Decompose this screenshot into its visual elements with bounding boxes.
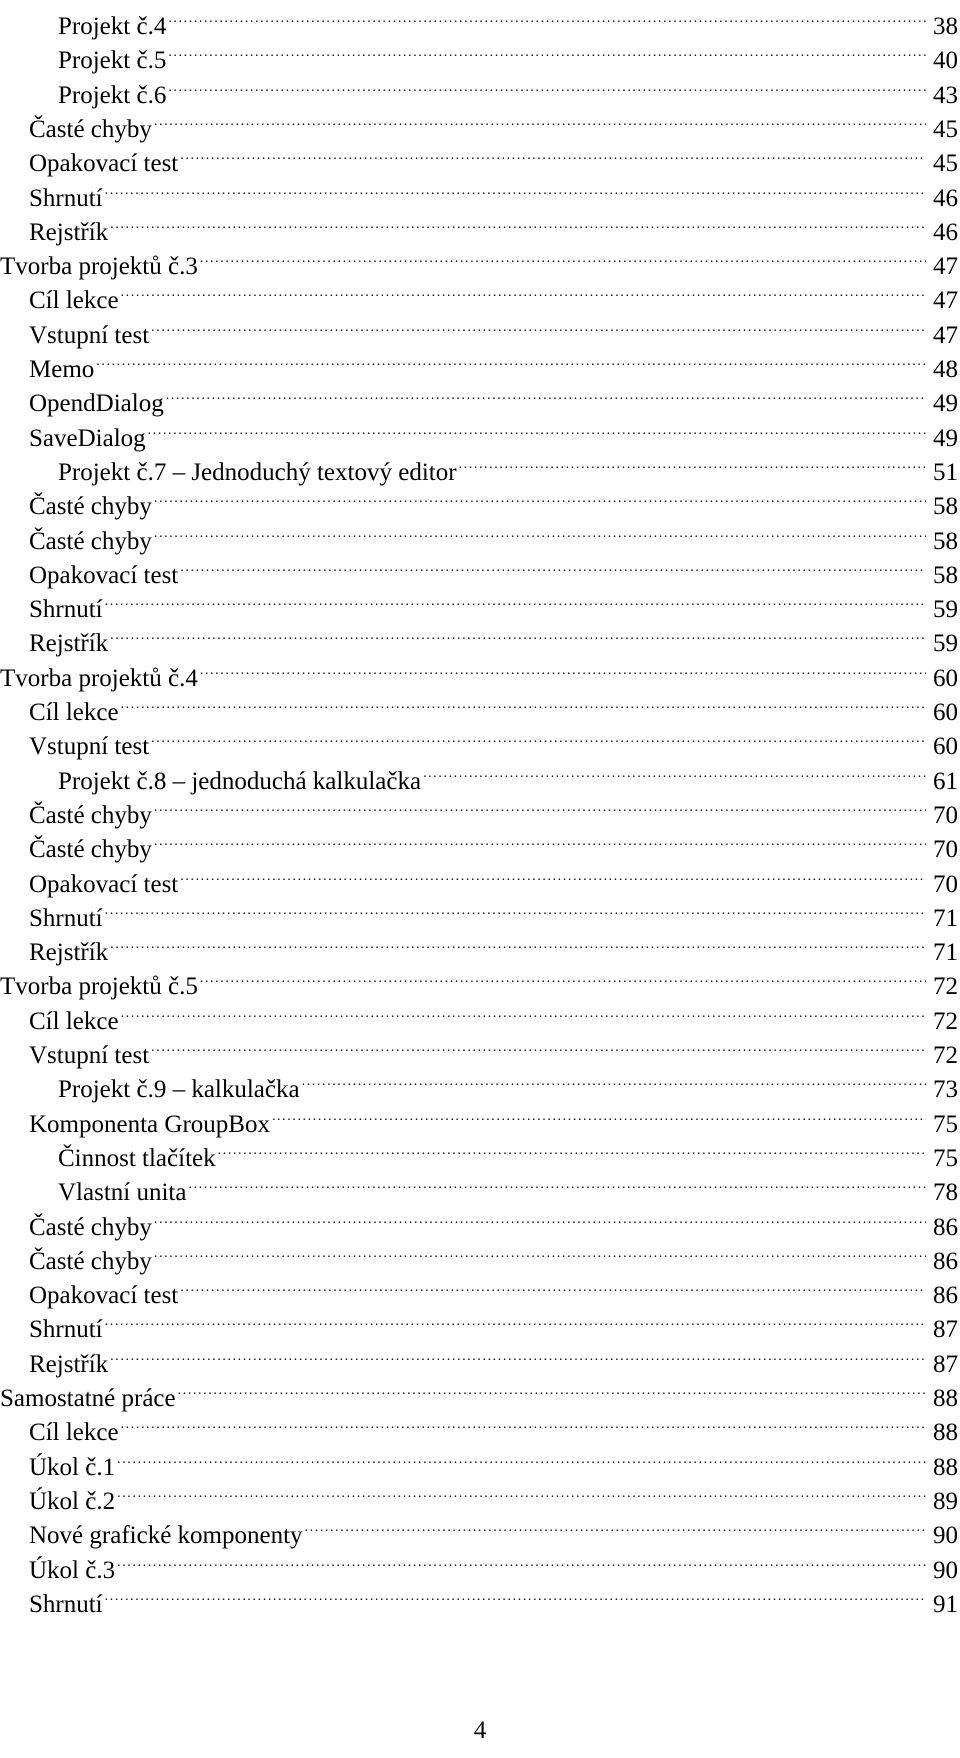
toc-dot-leader: [200, 652, 926, 686]
toc-entry[interactable]: [0, 1338, 958, 1378]
toc-entry-title: Rejstřík: [29, 218, 109, 246]
toc-entry-page: 73: [933, 1076, 958, 1104]
toc-entry-title: Shrnutí: [29, 184, 103, 212]
toc-entry-title: Časté chyby: [29, 115, 152, 143]
toc-entry[interactable]: [0, 858, 958, 898]
toc-dot-leader: [168, 34, 926, 68]
toc-entry-page: 59: [933, 596, 958, 624]
toc-dot-leader: [180, 549, 926, 583]
toc-entry-page: 58: [933, 561, 958, 589]
toc-entry-title: Vstupní test: [29, 321, 150, 349]
toc-dot-leader: [121, 686, 926, 720]
toc-entry[interactable]: [0, 1475, 958, 1515]
toc-entry[interactable]: [0, 720, 958, 761]
toc-entry[interactable]: [0, 926, 958, 967]
toc-entry-page: 71: [933, 939, 958, 967]
toc-dot-leader: [110, 617, 926, 651]
toc-entry-page: 90: [933, 1556, 958, 1584]
toc-entry-page: 72: [933, 973, 958, 1001]
toc-entry-title: Shrnutí: [29, 596, 103, 624]
page-number: 4: [473, 1717, 487, 1744]
toc-entry-title: Vstupní test: [29, 1042, 150, 1069]
toc-entry[interactable]: [0, 617, 958, 658]
toc-entry-title: Úkol č.3: [29, 1556, 116, 1584]
toc-entry-page: 78: [933, 1179, 958, 1207]
toc-entry[interactable]: [0, 1509, 958, 1550]
toc-entry-title: Opakovací test: [29, 870, 179, 898]
toc-dot-leader: [154, 1201, 926, 1235]
toc-entry[interactable]: [0, 755, 958, 795]
toc-entry-title: Shrnutí: [29, 1590, 103, 1618]
toc-entry-page: 88: [933, 1385, 958, 1412]
toc-entry[interactable]: [0, 274, 958, 315]
toc-entry-title: Tvorba projektů č.4: [0, 664, 198, 692]
toc-entry[interactable]: [0, 686, 958, 726]
toc-dot-leader: [117, 1441, 926, 1475]
toc-entry-title: Shrnutí: [29, 904, 103, 932]
toc-dot-leader: [180, 1269, 926, 1303]
toc-dot-leader: [200, 240, 926, 274]
toc-dot-leader: [423, 755, 926, 789]
toc-entry-title: Cíl lekce: [29, 1419, 119, 1447]
toc-entry-page: 40: [933, 47, 958, 75]
toc-entry[interactable]: [0, 480, 958, 521]
toc-entry[interactable]: [0, 789, 958, 829]
toc-entry-title: Vlastní unita: [58, 1179, 187, 1207]
toc-entry-title: Projekt č.6: [58, 81, 167, 109]
toc-entry[interactable]: [0, 1406, 958, 1447]
toc-entry[interactable]: [0, 549, 958, 589]
toc-dot-leader: [110, 206, 926, 240]
toc-dot-leader: [166, 377, 926, 411]
toc-entry-page: 38: [933, 13, 958, 40]
toc-dot-leader: [168, 0, 926, 34]
toc-entry-title: Časté chyby: [29, 527, 152, 555]
toc-entry-title: Rejstřík: [29, 939, 109, 967]
toc-entry-page: 87: [933, 1350, 958, 1378]
toc-entry-page: 72: [933, 1007, 958, 1035]
toc-entry-title: Tvorba projektů č.3: [0, 253, 198, 281]
toc-entry-title: Časté chyby: [29, 836, 152, 864]
toc-entry-title: Memo: [29, 356, 95, 383]
toc-entry-title: Cíl lekce: [29, 699, 119, 726]
toc-entry-page: 86: [933, 1282, 958, 1310]
toc-entry-page: 47: [933, 287, 958, 315]
toc-dot-leader: [105, 1303, 926, 1337]
toc-entry-title: Rejstřík: [29, 630, 109, 658]
toc-entry-page: 86: [933, 1247, 958, 1275]
toc-entry[interactable]: [0, 892, 958, 932]
toc-dot-leader: [121, 995, 926, 1029]
toc-entry[interactable]: [0, 103, 958, 143]
toc-entry-title: Časté chyby: [29, 801, 152, 829]
toc-dot-leader: [110, 1338, 926, 1372]
toc-entry[interactable]: [0, 1372, 958, 1412]
toc-entry-page: 45: [933, 115, 958, 143]
toc-entry-page: 71: [933, 904, 958, 932]
toc-dot-leader: [154, 823, 926, 857]
toc-entry-title: Samostatné práce: [0, 1385, 176, 1412]
toc-entry[interactable]: [0, 1269, 958, 1310]
toc-entry[interactable]: [0, 1166, 958, 1207]
toc-entry-page: 59: [933, 630, 958, 658]
toc-dot-leader: [154, 1235, 926, 1269]
toc-dot-leader: [96, 343, 926, 377]
toc-dot-leader: [117, 1544, 926, 1578]
toc-entry[interactable]: [0, 515, 958, 555]
toc-dot-leader: [151, 720, 926, 754]
toc-entry[interactable]: [0, 1303, 958, 1344]
toc-entry[interactable]: [0, 995, 958, 1035]
toc-entry-page: 70: [933, 870, 958, 898]
toc-entry-page: 51: [933, 458, 958, 486]
toc-entry[interactable]: [0, 446, 958, 486]
toc-entry-title: Rejstřík: [29, 1350, 109, 1378]
toc-dot-leader: [105, 583, 926, 617]
toc-entry-title: Shrnutí: [29, 1316, 103, 1344]
toc-dot-leader: [154, 515, 926, 549]
toc-entry-page: 86: [933, 1213, 958, 1241]
toc-entry-page: 60: [933, 699, 958, 726]
toc-entry-title: Časté chyby: [29, 1247, 152, 1275]
toc-dot-leader: [110, 926, 926, 960]
toc-entry-page: 70: [933, 801, 958, 829]
toc-dot-leader: [180, 137, 926, 171]
toc-entry-page: 58: [933, 493, 958, 521]
toc-dot-leader: [121, 1406, 926, 1440]
toc-entry-page: 75: [933, 1144, 958, 1172]
toc-entry[interactable]: [0, 309, 958, 349]
toc-entry-title: Tvorba projektů č.5: [0, 973, 198, 1001]
toc-entry-title: Úkol č.1: [29, 1453, 116, 1481]
toc-entry-title: OpendDialog: [29, 390, 164, 418]
toc-entry-title: SaveDialog: [29, 424, 146, 452]
toc-dot-leader: [272, 1098, 926, 1132]
toc-entry[interactable]: [0, 652, 958, 692]
toc-dot-leader: [105, 172, 926, 206]
toc-entry-page: 70: [933, 836, 958, 864]
toc-entry-title: Nové grafické komponenty: [29, 1522, 303, 1550]
toc-entry-page: 45: [933, 150, 958, 178]
toc-entry[interactable]: [0, 1578, 958, 1618]
toc-entry-title: Opakovací test: [29, 150, 179, 178]
toc-entry-title: Projekt č.4: [58, 13, 167, 40]
toc-entry-page: 60: [933, 733, 958, 761]
toc-entry-page: 75: [933, 1110, 958, 1138]
toc-entry-page: 49: [933, 424, 958, 452]
toc-entry-page: 58: [933, 527, 958, 555]
toc-dot-leader: [154, 480, 926, 514]
toc-entry[interactable]: [0, 1029, 958, 1069]
toc-entry[interactable]: [0, 1098, 958, 1138]
toc-entry-page: 43: [933, 81, 958, 109]
toc-entry-title: Projekt č.9 – kalkulačka: [58, 1076, 300, 1104]
toc-entry[interactable]: [0, 1132, 958, 1172]
toc-entry-page: 72: [933, 1042, 958, 1069]
toc-entry-title: Vstupní test: [29, 733, 150, 761]
toc-dot-leader: [105, 1578, 926, 1612]
toc-entry-title: Úkol č.2: [29, 1487, 116, 1515]
toc-entry-page: 91: [933, 1590, 958, 1618]
toc-entry[interactable]: [0, 1063, 958, 1104]
toc-entry[interactable]: [0, 137, 958, 178]
toc-entry[interactable]: [0, 583, 958, 624]
toc-entry-page: 61: [933, 767, 958, 795]
toc-dot-leader: [200, 960, 926, 994]
toc-entry-page: 90: [933, 1522, 958, 1550]
toc-entry-page: 46: [933, 218, 958, 246]
toc-entry[interactable]: [0, 1201, 958, 1241]
toc-entry-title: Cíl lekce: [29, 1007, 119, 1035]
toc-dot-leader: [305, 1509, 926, 1543]
toc-entry[interactable]: [0, 412, 958, 452]
toc-dot-leader: [121, 274, 926, 308]
toc-dot-leader: [188, 1166, 926, 1200]
toc-entry[interactable]: [0, 823, 958, 864]
toc-entry[interactable]: [0, 34, 958, 75]
toc-entry[interactable]: [0, 172, 958, 212]
toc-entry-page: 89: [933, 1487, 958, 1515]
toc-entry-title: Činnost tlačítek: [58, 1144, 216, 1172]
toc-dot-leader: [459, 446, 926, 480]
toc-dot-leader: [151, 1029, 926, 1063]
toc-entry-title: Projekt č.8 – jednoduchá kalkulačka: [58, 767, 422, 795]
toc-entry-page: 48: [933, 356, 958, 383]
toc-entry-page: 47: [933, 253, 958, 281]
toc-entry[interactable]: [0, 343, 958, 383]
toc-entry-page: 60: [933, 664, 958, 692]
toc-dot-leader: [302, 1063, 926, 1097]
toc-dot-leader: [117, 1475, 926, 1509]
toc-entry[interactable]: [0, 0, 958, 40]
toc-dot-leader: [178, 1372, 926, 1406]
toc-dot-leader: [154, 103, 926, 137]
toc-entry[interactable]: [0, 960, 958, 1001]
toc-dot-leader: [154, 789, 926, 823]
toc-entry-title: Cíl lekce: [29, 287, 119, 315]
toc-dot-leader: [218, 1132, 926, 1166]
toc-entry-page: 49: [933, 390, 958, 418]
toc-entry-page: 88: [933, 1419, 958, 1447]
toc-entry[interactable]: [0, 1544, 958, 1584]
toc-entry-page: 88: [933, 1453, 958, 1481]
toc-entry[interactable]: [0, 206, 958, 246]
toc-dot-leader: [151, 309, 926, 343]
toc-entry-page: 47: [933, 321, 958, 349]
toc-entry-title: Projekt č.5: [58, 47, 167, 75]
toc-entry[interactable]: [0, 69, 958, 109]
toc-entry[interactable]: [0, 1235, 958, 1275]
toc-entry[interactable]: [0, 240, 958, 281]
toc-entry-title: Opakovací test: [29, 561, 179, 589]
toc-entry-title: Časté chyby: [29, 493, 152, 521]
toc-entry-page: 87: [933, 1316, 958, 1344]
toc-entry-title: Projekt č.7 – Jednoduchý textový editor: [58, 458, 457, 486]
toc-dot-leader: [105, 892, 926, 926]
toc-entry-page: 46: [933, 184, 958, 212]
toc-entry[interactable]: [0, 377, 958, 418]
toc-entry[interactable]: [0, 1441, 958, 1481]
toc-dot-leader: [148, 412, 926, 446]
toc-entry-title: Komponenta GroupBox: [29, 1110, 270, 1138]
toc-entry-title: Opakovací test: [29, 1282, 179, 1310]
toc-dot-leader: [168, 69, 926, 103]
toc-entry-title: Časté chyby: [29, 1213, 152, 1241]
toc-dot-leader: [180, 858, 926, 892]
